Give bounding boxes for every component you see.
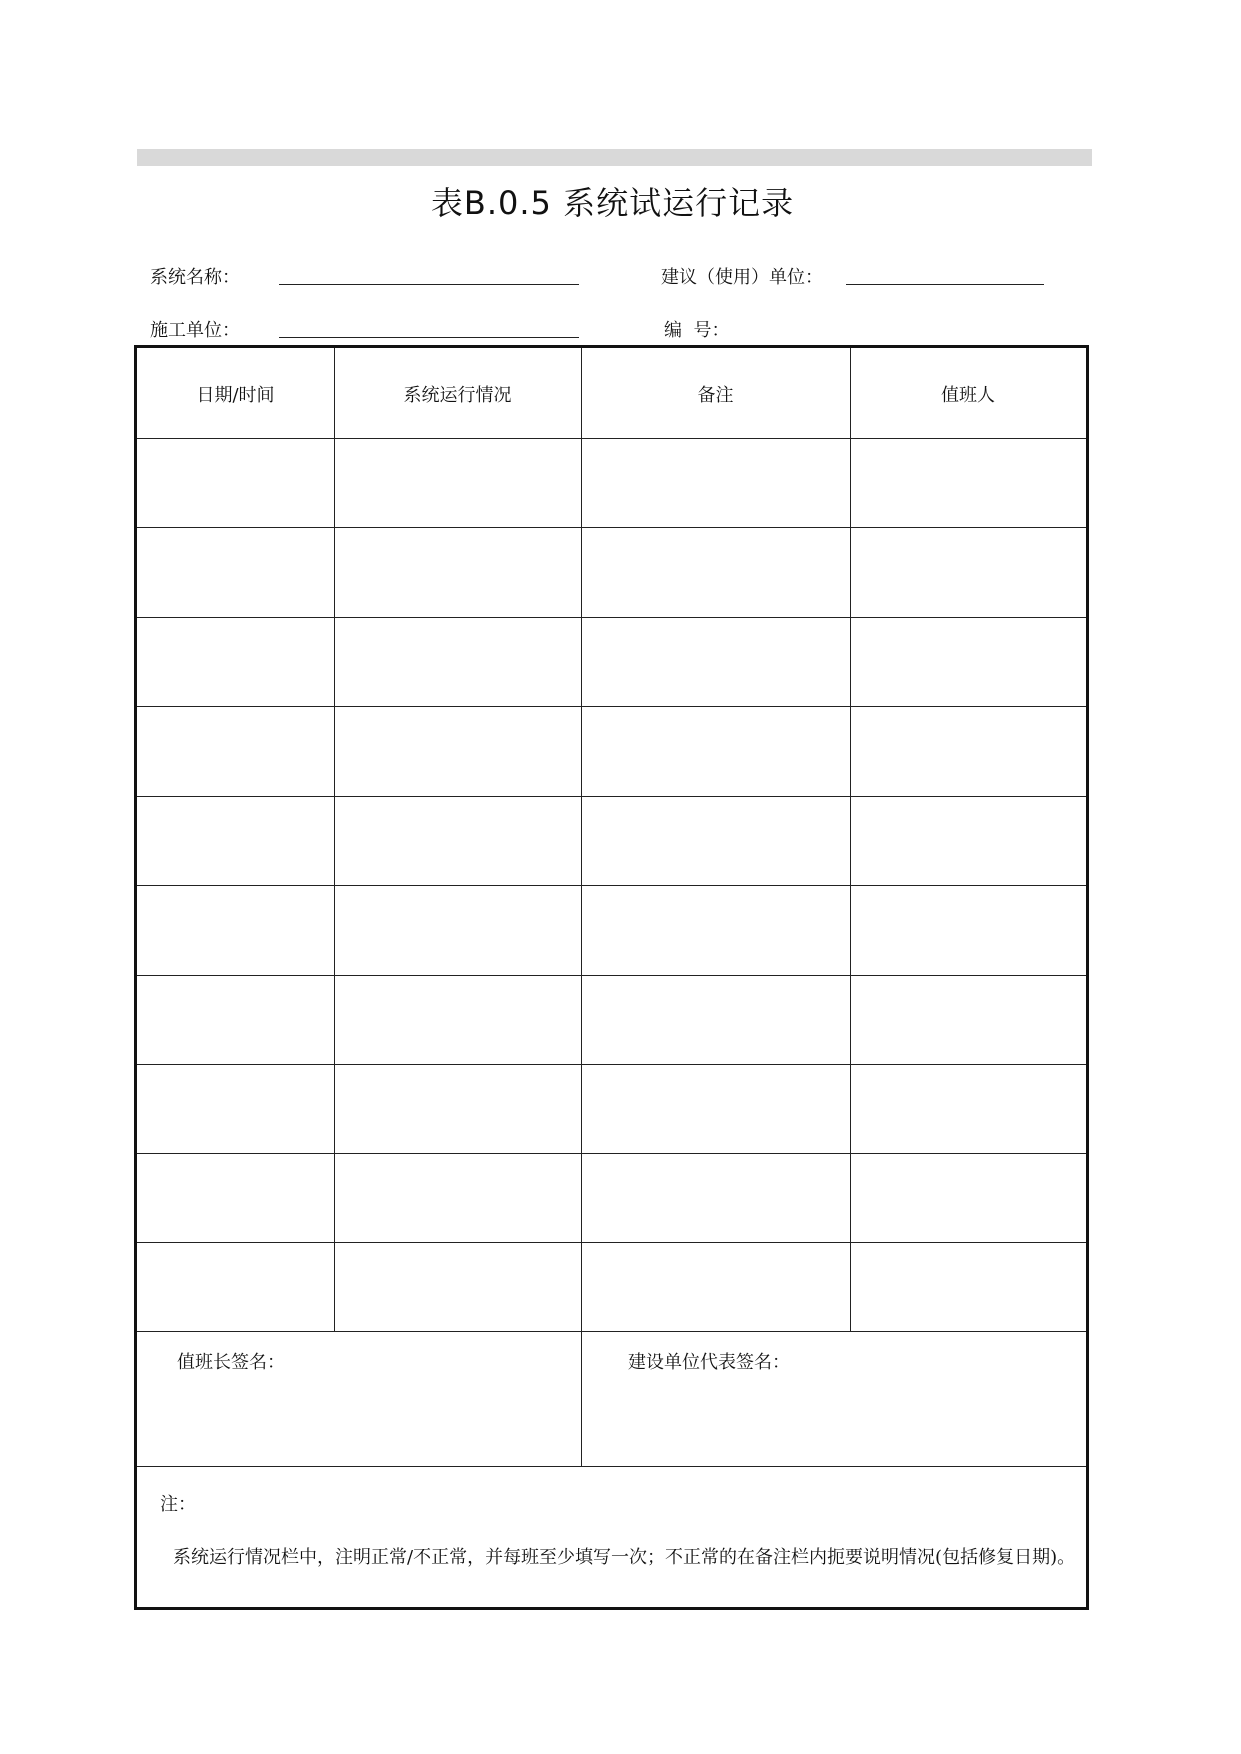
row-line-3 bbox=[137, 706, 1086, 707]
system-name-field[interactable] bbox=[279, 284, 579, 285]
system-name-label: 系统名称： bbox=[150, 267, 240, 288]
shift-leader-signature-label: 值班长签名： bbox=[177, 1352, 285, 1373]
contractor-label: 施工单位： bbox=[150, 320, 240, 341]
owner-unit-field[interactable] bbox=[846, 284, 1044, 285]
row-line-6 bbox=[137, 975, 1086, 976]
row-line-2 bbox=[137, 617, 1086, 618]
row-line-7 bbox=[137, 1064, 1086, 1065]
row-line-8 bbox=[137, 1153, 1086, 1154]
col-divider-1 bbox=[334, 348, 335, 1331]
row-line-9 bbox=[137, 1242, 1086, 1243]
top-band bbox=[137, 149, 1092, 166]
note-label: 注： bbox=[160, 1494, 196, 1515]
row-line-10 bbox=[137, 1331, 1086, 1332]
page-title: 表B.0.5 系统试运行记录 bbox=[430, 184, 795, 222]
signature-row-line bbox=[137, 1466, 1086, 1467]
record-table bbox=[134, 345, 1089, 1610]
col-divider-2 bbox=[581, 348, 582, 1466]
contractor-field[interactable] bbox=[279, 337, 579, 338]
serial-label: 编 号： bbox=[664, 320, 730, 341]
row-line-5 bbox=[137, 885, 1086, 886]
owner-unit-label: 建议（使用）单位： bbox=[661, 267, 823, 288]
header-row-line bbox=[137, 438, 1086, 439]
column-header-datetime: 日期/时间 bbox=[196, 385, 275, 406]
column-header-remarks: 备注 bbox=[697, 385, 734, 406]
column-header-operation: 系统运行情况 bbox=[403, 385, 512, 406]
row-line-1 bbox=[137, 527, 1086, 528]
note-text: 系统运行情况栏中，注明正常/不正常，并每班至少填写一次；不正常的在备注栏内扼要说明情况(包括修复日期)。 bbox=[173, 1547, 1076, 1568]
col-divider-3 bbox=[850, 348, 851, 1331]
row-line-4 bbox=[137, 796, 1086, 797]
owner-rep-signature-label: 建设单位代表签名： bbox=[628, 1352, 790, 1373]
column-header-on-duty: 值班人 bbox=[941, 385, 995, 406]
